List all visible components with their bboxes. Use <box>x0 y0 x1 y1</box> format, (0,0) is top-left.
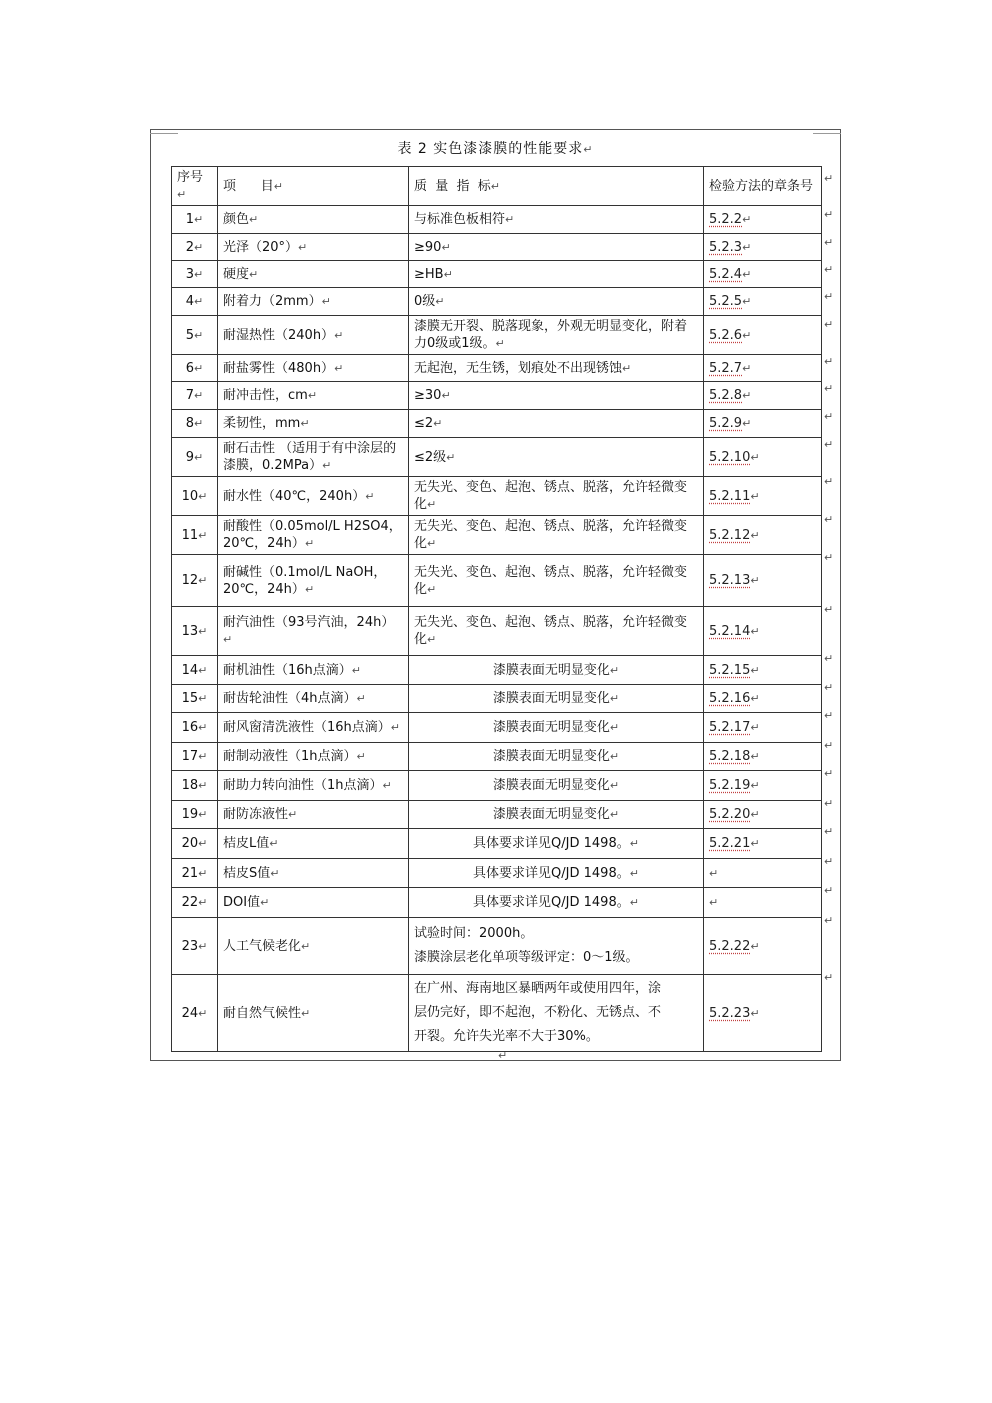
performance-table <box>171 166 822 1052</box>
paragraph-mark-icon: ↵ <box>198 779 208 792</box>
row-number: 8↵ <box>172 410 218 438</box>
paragraph-mark-icon: ↵ <box>750 750 760 763</box>
row-method <box>704 685 822 713</box>
paragraph-mark-icon: ↵ <box>824 603 834 616</box>
row-spec: 漆膜表面无明显变化↵ <box>409 713 704 743</box>
table-row <box>172 829 822 859</box>
paragraph-mark-icon: ↵ <box>427 537 437 550</box>
row-item: 耐汽油性（93号汽油，24h）↵ <box>218 607 409 656</box>
row-method <box>704 888 822 918</box>
row-method <box>704 206 822 234</box>
method-clause-ref: 5.2.19 <box>709 778 751 793</box>
paragraph-mark-icon: ↵ <box>194 328 204 342</box>
method-clause-ref: 5.2.20 <box>709 807 751 822</box>
paragraph-mark-icon: ↵ <box>609 808 620 821</box>
row-spec: 无失光、变色、起泡、锈点、脱落，允许轻微变化↵ <box>409 477 704 516</box>
paragraph-mark-icon: ↵ <box>609 779 620 792</box>
paragraph-mark-icon: ↵ <box>301 1006 311 1020</box>
row-item: 耐机油性（16h点滴）↵ <box>218 656 409 685</box>
paragraph-mark-icon: ↵ <box>824 884 834 897</box>
row-number: 13↵ <box>172 607 218 656</box>
paragraph-mark-icon: ↵ <box>824 263 834 276</box>
row-number: 15↵ <box>172 685 218 713</box>
row-method <box>704 713 822 743</box>
row-number: 22↵ <box>172 888 218 918</box>
paragraph-mark-icon: ↵ <box>198 750 208 763</box>
paragraph-mark-icon: ↵ <box>198 574 208 587</box>
paragraph-mark-icon: ↵ <box>824 971 834 984</box>
spec-line: 漆膜涂层老化单项等级评定：0～1级。 <box>414 950 639 965</box>
paragraph-mark-icon: ↵ <box>194 361 204 375</box>
row-spec: 无起泡，无生锈，划痕处不出现锈蚀↵ <box>409 355 704 382</box>
paragraph-mark-icon: ↵ <box>750 663 760 677</box>
paragraph-mark-icon: ↵ <box>742 267 752 281</box>
row-method <box>704 516 822 555</box>
header-spec: 质 量 指 标↵ <box>409 167 704 206</box>
row-number: 16↵ <box>172 713 218 743</box>
table-row <box>172 656 822 685</box>
paragraph-mark-icon: ↵ <box>750 692 760 705</box>
caption-text: 表 2 实色漆漆膜的性能要求 <box>397 141 584 157</box>
paragraph-mark-icon: ↵ <box>742 361 752 375</box>
paragraph-mark-icon: ↵ <box>629 896 639 909</box>
paragraph-mark-icon: ↵ <box>198 939 208 953</box>
row-number: 14↵ <box>172 656 218 685</box>
row-method <box>704 410 822 438</box>
paragraph-mark-icon: ↵ <box>742 389 752 402</box>
row-method <box>704 477 822 516</box>
method-clause-ref: 5.2.17 <box>709 720 751 735</box>
paragraph-mark-icon: ↵ <box>304 537 315 550</box>
paragraph-mark-icon: ↵ <box>194 267 204 281</box>
row-number: 24↵ <box>172 975 218 1052</box>
paragraph-mark-icon: ↵ <box>304 582 315 596</box>
paragraph-mark-icon: ↵ <box>307 389 318 402</box>
paragraph-mark-icon: ↵ <box>446 450 456 464</box>
paragraph-mark-icon: ↵ <box>300 417 310 430</box>
spec-line: 层仍完好，即不起泡，不粉化、无锈点、不 <box>414 1005 662 1020</box>
paragraph-mark-icon: ↵ <box>351 663 362 677</box>
row-item: 耐自然气候性↵ <box>218 975 409 1052</box>
method-clause-ref: 5.2.7 <box>709 360 743 376</box>
paragraph-mark-icon: ↵ <box>495 337 505 350</box>
paragraph-mark-icon: ↵ <box>223 633 233 646</box>
paragraph-mark-icon: ↵ <box>441 240 451 254</box>
row-item: 耐酸性（0.05mol/L H2SO4，20℃，24h）↵ <box>218 516 409 555</box>
row-method <box>704 801 822 829</box>
paragraph-mark-icon: ↵ <box>750 939 760 953</box>
paragraph-mark-icon: ↵ <box>198 896 208 909</box>
row-item: 耐制动液性（1h点滴）↵ <box>218 743 409 771</box>
row-spec: 漆膜表面无明显变化↵ <box>409 771 704 801</box>
paragraph-mark-icon: ↵ <box>742 328 752 342</box>
method-clause-ref: 5.2.13 <box>709 573 751 588</box>
paragraph-mark-icon: ↵ <box>750 489 760 503</box>
row-number: 7↵ <box>172 382 218 410</box>
paragraph-mark-icon: ↵ <box>249 213 259 226</box>
paragraph-mark-icon: ↵ <box>198 866 208 880</box>
paragraph-mark-icon: ↵ <box>750 721 760 734</box>
row-number: 11↵ <box>172 516 218 555</box>
row-method <box>704 382 822 410</box>
row-item: DOI值↵ <box>218 888 409 918</box>
paragraph-mark-icon: ↵ <box>194 295 204 308</box>
corner-mark-right <box>813 133 841 134</box>
paragraph-mark-icon: ↵ <box>198 837 208 850</box>
row-spec: 漆膜表面无明显变化↵ <box>409 743 704 771</box>
row-spec: ≥HB↵ <box>409 261 704 288</box>
table-caption <box>150 138 841 158</box>
paragraph-mark-icon: ↵ <box>288 808 298 821</box>
paragraph-mark-icon: ↵ <box>750 837 760 850</box>
paragraph-mark-icon: ↵ <box>334 328 344 342</box>
paragraph-mark-icon: ↵ <box>321 295 331 308</box>
table-row <box>172 888 822 918</box>
row-method <box>704 438 822 477</box>
method-clause-ref: 5.2.14 <box>709 623 751 639</box>
row-method <box>704 829 822 859</box>
row-item: 耐湿热性（240h）↵ <box>218 316 409 355</box>
paragraph-mark-icon: ↵ <box>742 295 752 308</box>
row-spec: ≤2级↵ <box>409 438 704 477</box>
table-row <box>172 410 822 438</box>
row-spec: 漆膜表面无明显变化↵ <box>409 801 704 829</box>
corner-mark-left <box>150 133 178 134</box>
method-clause-ref: 5.2.2 <box>709 212 743 227</box>
row-spec <box>409 918 704 975</box>
paragraph-mark-icon: ↵ <box>441 389 451 402</box>
paragraph-mark-icon: ↵ <box>709 896 719 909</box>
table-row <box>172 382 822 410</box>
paragraph-mark-icon: ↵ <box>750 1006 760 1020</box>
table-row <box>172 234 822 261</box>
row-method <box>704 607 822 656</box>
row-spec: 漆膜无开裂、脱落现象，外观无明显变化，附着力0级或1级。↵ <box>409 316 704 355</box>
row-spec: 具体要求详见Q/JD 1498。↵ <box>409 888 704 918</box>
row-spec: ≥30↵ <box>409 382 704 410</box>
table-row <box>172 801 822 829</box>
row-method <box>704 288 822 316</box>
paragraph-mark-icon: ↵ <box>270 866 280 880</box>
row-method <box>704 355 822 382</box>
row-number: 23↵ <box>172 918 218 975</box>
row-number: 21↵ <box>172 859 218 888</box>
paragraph-mark-icon: ↵ <box>824 410 834 423</box>
table-row <box>172 713 822 743</box>
row-method <box>704 234 822 261</box>
paragraph-mark-icon: ↵ <box>824 513 834 526</box>
row-item: 人工气候老化↵ <box>218 918 409 975</box>
paragraph-mark-icon: ↵ <box>824 709 834 722</box>
row-number: 5↵ <box>172 316 218 355</box>
paragraph-mark-icon: ↵ <box>177 188 187 201</box>
paragraph-mark-icon: ↵ <box>824 681 834 694</box>
method-clause-ref: 5.2.3 <box>709 239 743 255</box>
method-clause-ref: 5.2.23 <box>709 1005 751 1021</box>
paragraph-mark-icon: ↵ <box>750 574 760 587</box>
paragraph-mark-icon: ↵ <box>498 1049 508 1062</box>
table-row <box>172 477 822 516</box>
paragraph-mark-icon: ↵ <box>750 779 760 792</box>
row-item: 桔皮S值↵ <box>218 859 409 888</box>
paragraph-mark-icon: ↵ <box>198 624 208 638</box>
paragraph-mark-icon: ↵ <box>198 1006 208 1020</box>
paragraph-mark-icon: ↵ <box>629 866 639 880</box>
paragraph-mark-icon: ↵ <box>824 438 834 451</box>
paragraph-mark-icon: ↵ <box>505 213 515 226</box>
row-number: 3↵ <box>172 261 218 288</box>
paragraph-mark-icon: ↵ <box>824 172 834 185</box>
row-item: 耐助力转向油性（1h点滴）↵ <box>218 771 409 801</box>
row-spec <box>409 975 704 1052</box>
row-spec: 具体要求详见Q/JD 1498。↵ <box>409 829 704 859</box>
spec-line: 在广州、海南地区暴晒两年或使用四年，涂 <box>414 981 662 996</box>
method-clause-ref: 5.2.5 <box>709 294 743 309</box>
row-number: 6↵ <box>172 355 218 382</box>
table-row <box>172 743 822 771</box>
method-clause-ref: 5.2.15 <box>709 662 751 678</box>
paragraph-mark-icon: ↵ <box>198 808 208 821</box>
paragraph-mark-icon: ↵ <box>194 213 204 226</box>
paragraph-mark-icon: ↵ <box>269 837 279 850</box>
method-clause-ref: 5.2.4 <box>709 266 743 282</box>
row-method <box>704 918 822 975</box>
method-clause-ref: 5.2.18 <box>709 749 751 764</box>
table-row <box>172 438 822 477</box>
row-method <box>704 859 822 888</box>
header-no: 序号↵ <box>172 167 218 206</box>
paragraph-mark-icon: ↵ <box>390 721 401 734</box>
row-method <box>704 656 822 685</box>
paragraph-mark-icon: ↵ <box>194 389 204 402</box>
paragraph-mark-icon: ↵ <box>824 475 834 488</box>
paragraph-mark-icon: ↵ <box>298 240 308 254</box>
row-method <box>704 743 822 771</box>
row-item: 耐防冻液性↵ <box>218 801 409 829</box>
paragraph-mark-icon: ↵ <box>824 290 834 303</box>
method-clause-ref: 5.2.6 <box>709 327 743 343</box>
row-spec: 无失光、变色、起泡、锈点、脱落，允许轻微变化↵ <box>409 607 704 656</box>
paragraph-mark-icon: ↵ <box>198 528 208 542</box>
paragraph-mark-icon: ↵ <box>824 914 834 927</box>
paragraph-mark-icon: ↵ <box>249 267 259 281</box>
row-item: 柔韧性，mm↵ <box>218 410 409 438</box>
row-spec: 漆膜表面无明显变化↵ <box>409 656 704 685</box>
table-row <box>172 355 822 382</box>
paragraph-mark-icon: ↵ <box>629 837 639 850</box>
paragraph-mark-icon: ↵ <box>622 361 632 375</box>
paragraph-mark-icon: ↵ <box>742 213 752 226</box>
method-clause-ref: 5.2.16 <box>709 691 751 706</box>
table-row <box>172 288 822 316</box>
paragraph-mark-icon: ↵ <box>356 692 366 705</box>
table-row <box>172 607 822 656</box>
row-item: 耐齿轮油性（4h点滴）↵ <box>218 685 409 713</box>
method-clause-ref: 5.2.8 <box>709 388 743 403</box>
header-row <box>172 167 822 206</box>
paragraph-mark-icon: ↵ <box>824 855 834 868</box>
paragraph-mark-icon: ↵ <box>433 417 443 430</box>
row-item: 耐石击性 （适用于有中涂层的漆膜，0.2MPa）↵ <box>218 438 409 477</box>
table-row <box>172 918 822 975</box>
paragraph-mark-icon: ↵ <box>742 417 752 430</box>
paragraph-mark-icon: ↵ <box>750 624 760 638</box>
row-spec: 漆膜表面无明显变化↵ <box>409 685 704 713</box>
paragraph-mark-icon: ↵ <box>443 267 453 281</box>
header-item: 项 目↵ <box>218 167 409 206</box>
paragraph-mark-icon: ↵ <box>609 663 620 677</box>
row-item: 耐风窗清洗液性（16h点滴）↵ <box>218 713 409 743</box>
paragraph-mark-icon: ↵ <box>194 240 204 254</box>
table-row <box>172 555 822 607</box>
row-item: 耐碱性（0.1mol/L NaOH，20℃，24h）↵ <box>218 555 409 607</box>
paragraph-mark-icon: ↵ <box>427 633 437 646</box>
table-body <box>172 206 822 1052</box>
paragraph-mark-icon: ↵ <box>194 417 204 430</box>
row-number: 9↵ <box>172 438 218 477</box>
row-item: 附着力（2mm）↵ <box>218 288 409 316</box>
row-item: 光泽（20°）↵ <box>218 234 409 261</box>
paragraph-mark-icon: ↵ <box>750 808 760 821</box>
row-item: 耐水性（40℃，240h）↵ <box>218 477 409 516</box>
paragraph-mark-icon: ↵ <box>301 939 311 953</box>
table-row <box>172 859 822 888</box>
row-spec: 具体要求详见Q/JD 1498。↵ <box>409 859 704 888</box>
paragraph-mark-icon: ↵ <box>824 318 834 331</box>
table-row <box>172 316 822 355</box>
row-number: 18↵ <box>172 771 218 801</box>
row-item: 耐盐雾性（480h）↵ <box>218 355 409 382</box>
table-row <box>172 685 822 713</box>
paragraph-mark-icon: ↵ <box>824 551 834 564</box>
paragraph-mark-icon: ↵ <box>435 295 445 308</box>
row-spec: 无失光、变色、起泡、锈点、脱落，允许轻微变化↵ <box>409 555 704 607</box>
paragraph-mark-icon: ↵ <box>273 179 284 193</box>
paragraph-mark-icon: ↵ <box>824 355 834 368</box>
row-number: 2↵ <box>172 234 218 261</box>
spec-line: 开裂。允许失光率不大于30%。 <box>414 1029 599 1044</box>
paragraph-mark-icon: ↵ <box>824 236 834 249</box>
row-method <box>704 771 822 801</box>
paragraph-mark-icon: ↵ <box>334 361 344 375</box>
row-spec: ≥90↵ <box>409 234 704 261</box>
row-number: 12↵ <box>172 555 218 607</box>
paragraph-mark-icon: ↵ <box>322 459 332 472</box>
paragraph-mark-icon: ↵ <box>260 896 270 909</box>
method-clause-ref: 5.2.22 <box>709 938 751 954</box>
method-clause-ref: 5.2.11 <box>709 488 751 504</box>
paragraph-mark-icon: ↵ <box>824 739 834 752</box>
row-spec: 0级↵ <box>409 288 704 316</box>
paragraph-mark-icon: ↵ <box>609 692 620 705</box>
paragraph-mark-icon: ↵ <box>824 767 834 780</box>
row-spec: 与标准色板相符↵ <box>409 206 704 234</box>
row-spec: 无失光、变色、起泡、锈点、脱落，允许轻微变化↵ <box>409 516 704 555</box>
header-method: 检验方法的章条号 <box>704 167 822 206</box>
row-spec: ≤2↵ <box>409 410 704 438</box>
method-clause-ref: 5.2.12 <box>709 527 751 543</box>
row-number: 17↵ <box>172 743 218 771</box>
paragraph-mark-icon: ↵ <box>609 750 620 763</box>
paragraph-mark-icon: ↵ <box>198 489 208 503</box>
table-row <box>172 206 822 234</box>
row-item: 颜色↵ <box>218 206 409 234</box>
paragraph-mark-icon: ↵ <box>709 866 719 880</box>
row-item: 耐冲击性，cm↵ <box>218 382 409 410</box>
paragraph-mark-icon: ↵ <box>194 450 204 464</box>
paragraph-mark-icon: ↵ <box>750 528 760 542</box>
table-row <box>172 261 822 288</box>
table-row <box>172 975 822 1052</box>
table-row <box>172 516 822 555</box>
paragraph-mark-icon: ↵ <box>427 498 437 511</box>
paragraph-mark-icon: ↵ <box>365 489 375 503</box>
spec-line: 试验时间：2000h。 <box>414 926 534 941</box>
paragraph-mark-icon: ↵ <box>824 652 834 665</box>
table-row <box>172 771 822 801</box>
row-number: 1↵ <box>172 206 218 234</box>
method-clause-ref: 5.2.21 <box>709 836 751 851</box>
row-number: 10↵ <box>172 477 218 516</box>
paragraph-mark-icon: ↵ <box>198 721 208 734</box>
row-method <box>704 261 822 288</box>
paragraph-mark-icon: ↵ <box>824 208 834 221</box>
row-item: 桔皮L值↵ <box>218 829 409 859</box>
row-method <box>704 975 822 1052</box>
paragraph-mark-icon: ↵ <box>824 797 834 810</box>
paragraph-mark-icon: ↵ <box>198 692 208 705</box>
paragraph-mark-icon: ↵ <box>824 825 834 838</box>
row-method <box>704 316 822 355</box>
paragraph-mark-icon: ↵ <box>198 663 208 677</box>
paragraph-mark-icon: ↵ <box>490 179 501 193</box>
method-clause-ref: 5.2.10 <box>709 449 751 465</box>
row-number: 19↵ <box>172 801 218 829</box>
row-item: 硬度↵ <box>218 261 409 288</box>
paragraph-mark-icon: ↵ <box>427 582 437 596</box>
method-clause-ref: 5.2.9 <box>709 416 743 431</box>
paragraph-mark-icon: ↵ <box>824 382 834 395</box>
paragraph-mark-icon: ↵ <box>583 143 594 156</box>
row-number: 4↵ <box>172 288 218 316</box>
paragraph-mark-icon: ↵ <box>382 779 392 792</box>
row-number: 20↵ <box>172 829 218 859</box>
paragraph-mark-icon: ↵ <box>742 240 752 254</box>
paragraph-mark-icon: ↵ <box>356 750 366 763</box>
paragraph-mark-icon: ↵ <box>609 721 620 734</box>
row-method <box>704 555 822 607</box>
paragraph-mark-icon: ↵ <box>750 450 760 464</box>
